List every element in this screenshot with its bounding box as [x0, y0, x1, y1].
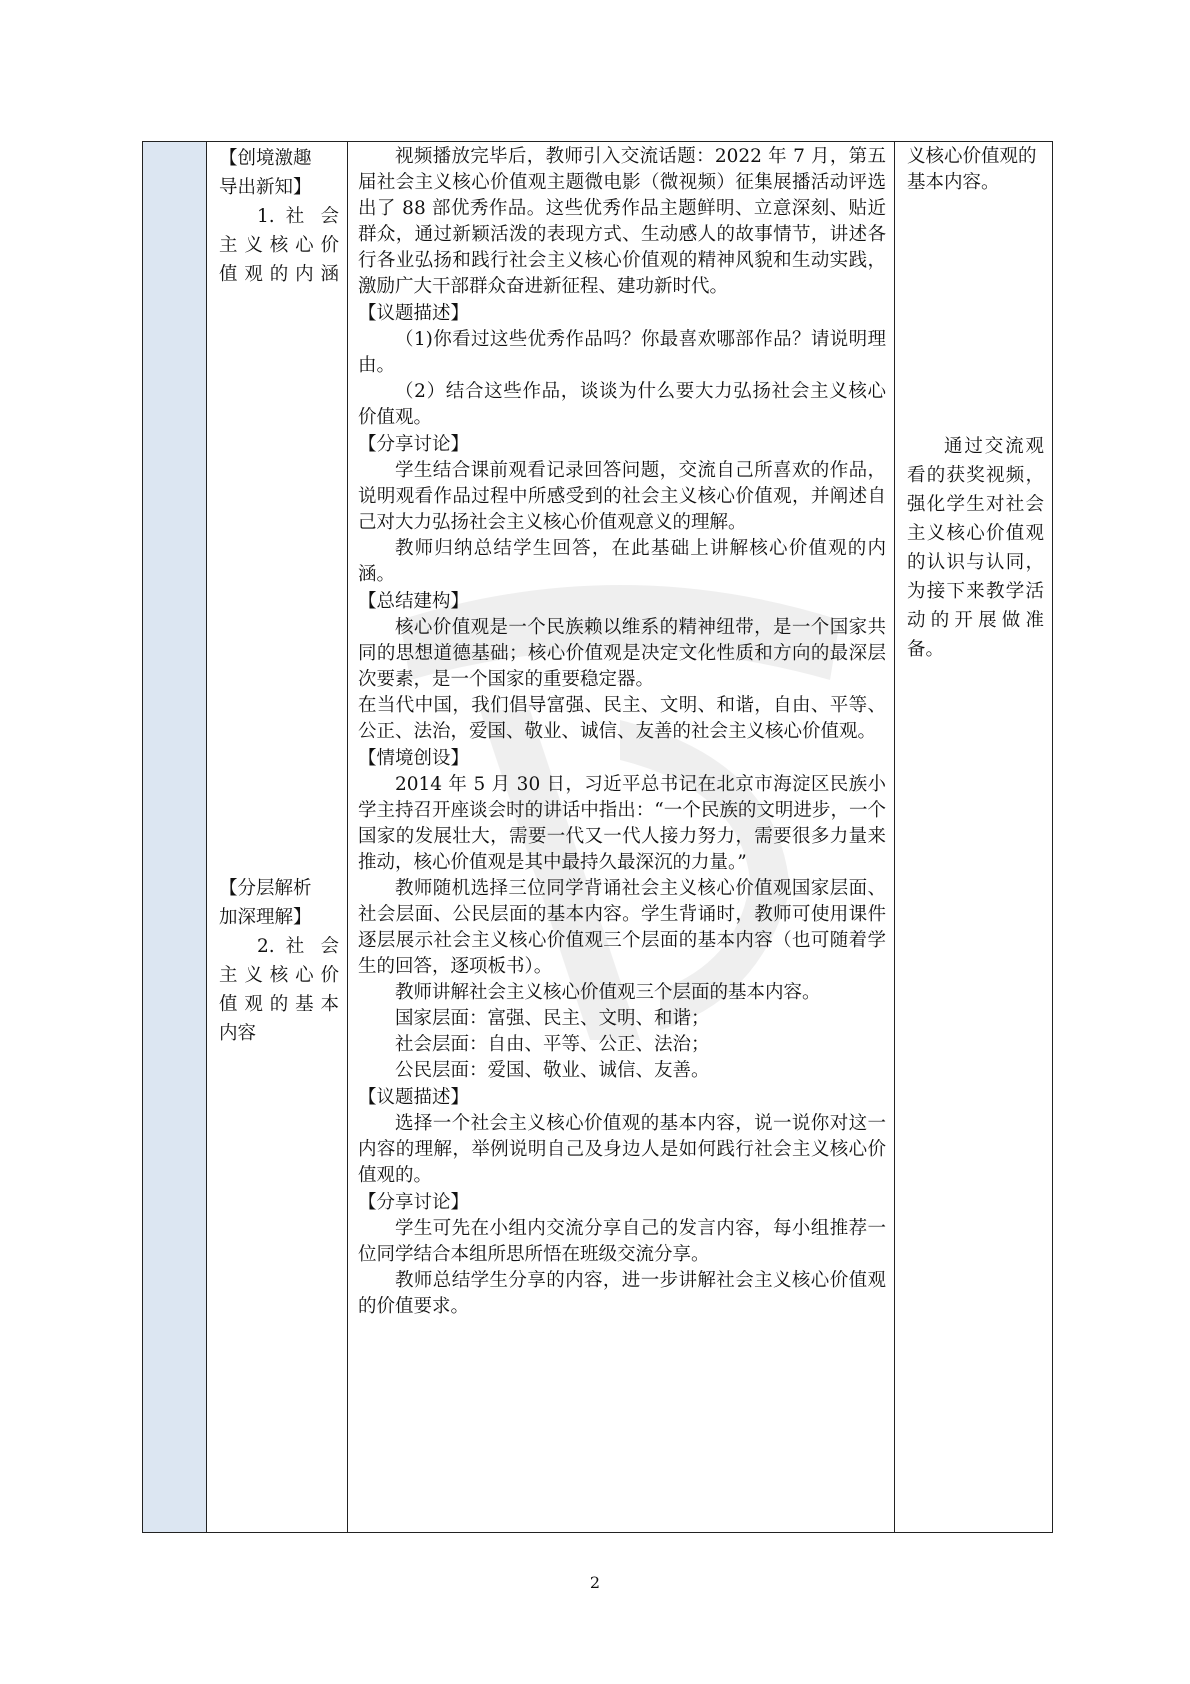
teacher-summary-paragraph: 教师归纳总结学生回答，在此基础上讲解核心价值观的内涵。 — [358, 538, 886, 585]
layer-citizen: 公民层面：爱国、敬业、诚信、友善。 — [395, 1060, 710, 1081]
stage-one-topic: 1. 社 会 主义核心价 值观的内涵 — [219, 206, 339, 285]
stage-two-topic: 2. 社 会 主义核心价 值观的基本 内容 — [219, 936, 339, 1044]
section-heading: 【分享讨论】 — [358, 1192, 470, 1213]
layer-national: 国家层面：富强、民主、文明、和谐； — [395, 1008, 710, 1029]
section-heading: 【情境创设】 — [358, 748, 470, 769]
question-one: （1)你看过这些优秀作品吗？你最喜欢哪部作品？请说明理由。 — [358, 329, 886, 376]
section-heading: 【议题描述】 — [358, 303, 470, 324]
lesson-table — [142, 141, 1053, 1533]
design-intent-cell — [895, 142, 1053, 1533]
recitation-paragraph: 教师随机选择三位同学背诵社会主义核心价值观国家层面、社会层面、公民层面的基本内容。学生背诵时，教师可使用课件逐层展示社会主义核心价值观三个层面的基本内容（也可随着学生的回答，逐项板书）。 — [358, 878, 886, 977]
topic-paragraph: 选择一个社会主义核心价值观的基本内容，说一说你对这一内容的理解，举例说明自己及身边人是如何践行社会主义核心价值观的。 — [358, 1113, 886, 1186]
intent-note-mid: 通过交流观看的获奖视频，强化学生对社会主义核心价值观的认识与认同，为接下来教学活动的开展做准备。 — [907, 436, 1044, 660]
intent-note-top: 义核心价值观的基本内容。 — [907, 146, 1037, 193]
closing-paragraph: 教师总结学生分享的内容，进一步讲解社会主义核心价值观的价值要求。 — [358, 1270, 886, 1317]
summary-paragraph: 核心价值观是一个民族赖以维系的精神纽带，是一个国家共同的思想道德基础；核心价值观是决定文化性质和方向的最深层次要素，是一个国家的重要稳定器。 — [358, 617, 886, 690]
section-heading: 【总结建构】 — [358, 591, 470, 612]
discussion-paragraph: 学生结合课前观看记录回答问题，交流自己所喜欢的作品，说明观看作品过程中所感受到的社会主义核心价值观，并阐述自己对大力弘扬社会主义核心价值观意义的理解。 — [358, 460, 886, 533]
stage-two-title: 【分层解析 加深理解】 — [219, 878, 312, 928]
intro-paragraph: 视频播放完毕后，教师引入交流话题：2022 年 7 月，第五届社会主义核心价值观主题微电影（微视频）征集展播活动评选出了 88 部优秀作品。这些优秀作品主题鲜明、立意深刻、贴近群众，通过新颖活泼的表现方式、生动感人的故事情节，讲述各行各业弘扬和践行社会主义核心价值观的精神风貌和生动实践，激励广大干部群众奋进新征程、建功新时代。 — [358, 146, 886, 297]
activity-cell — [348, 142, 895, 1533]
page-number: 2 — [589, 1573, 601, 1592]
section-heading: 【议题描述】 — [358, 1087, 470, 1108]
stage-two — [207, 874, 347, 1048]
stage-one — [207, 144, 347, 289]
section-heading: 【分享讨论】 — [358, 434, 470, 455]
quote-paragraph: 2014 年 5 月 30 日，习近平总书记在北京市海淀区民族小学主持召开座谈会时的讲话中指出：“一个民族的文明进步，一个国家的发展壮大，需要一代又一代人接力努力，需要很多力量来推动，核心价值观是其中最持久最深沉的力量。” — [358, 774, 886, 873]
values-paragraph: 在当代中国，我们倡导富强、民主、文明、和谐，自由、平等、公正、法治，爱国、敬业、诚信、友善的社会主义核心价值观。 — [358, 695, 886, 742]
explanation-paragraph: 教师讲解社会主义核心价值观三个层面的基本内容。 — [395, 982, 821, 1003]
layer-social: 社会层面：自由、平等、公正、法治； — [395, 1034, 710, 1055]
stage-one-title: 【创境激趣 导出新知】 — [219, 148, 312, 198]
question-two: （2）结合这些作品，谈谈为什么要大力弘扬社会主义核心价值观。 — [358, 381, 886, 428]
group-share-paragraph: 学生可先在小组内交流分享自己的发言内容，每小组推荐一位同学结合本组所思所悟在班级交流分享。 — [358, 1218, 886, 1265]
stage-cell — [207, 142, 348, 1533]
blank-shaded-cell — [143, 142, 207, 1533]
